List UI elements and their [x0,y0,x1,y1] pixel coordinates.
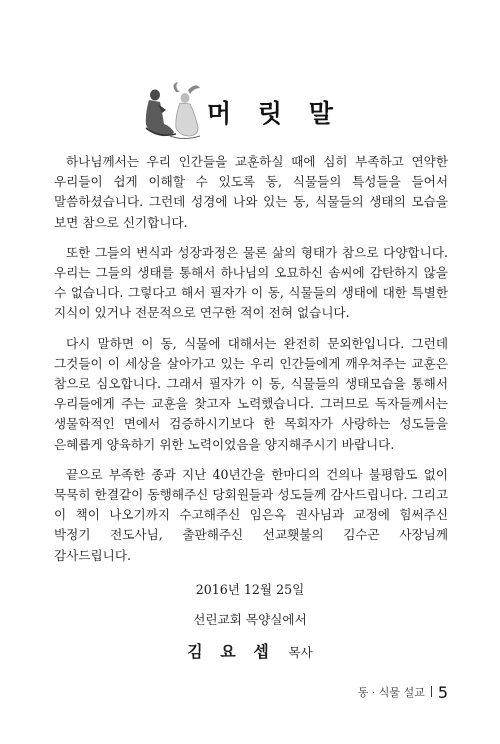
author-name: 김 요 셉 [187,642,275,661]
preface-body [54,152,448,576]
praying-figures-icon [140,80,204,142]
preface-heading [140,80,380,144]
paragraph: 하나님께서는 우리 인간들을 교훈하실 때에 심히 부족하고 연약한 우리들이 쉽게 이해할 수 있도록 동, 식물들의 특성들을 들어서 말씀하셨습니다. 그런데 성경에 나와 있는 동, 식물들의 생태의 모습을 보면 참으로 신기합니다. [54,154,448,230]
page-footer [358,683,448,702]
paragraph: 다시 말하면 이 동, 식물에 대해서는 완전히 문외한입니다. 그런데 그것들이 이 세상을 살아가고 있는 우리 인간들에게 깨우쳐주는 교훈은 참으로 심오합니다. 그래서 필자가 이 동, 식물들의 생태모습을 통해서 우리들에게 주는 교훈을 찾고자 노력했습니다. 그러므로 독자들께서는 생물학적인 면에서 검증하시기보다 한 목회자가 사랑하는 성도들을 은혜롭게 양육하기 위한 노력이었음을 양지해주시기 바랍니다. [54,335,448,452]
page-number: 5 [437,683,448,702]
signature-place: 선린교회 목양실에서 [193,612,307,627]
paragraph: 또한 그들의 번식과 성장과정은 물론 삶의 형태가 참으로 다양합니다. 우리는 그들의 생태를 통해서 하나님의 오묘하신 솜씨에 감탄하지 않을 수 없습니다. 그렇다고 해서 필자가 이 동, 식물들의 생태에 대한 특별한 지식이 있거나 전문적으로 연구한 적이 전혀 없습니다. [54,244,448,321]
signature-author [0,639,500,662]
running-title: 동 · 식물 설교 [357,686,425,699]
paragraph: 끝으로 부족한 종과 지난 40년간을 한마디의 건의나 불평함도 없이 묵묵히 한결같이 동행해주신 당회원들과 성도들께 감사드립니다. 그리고 이 책이 나오기까지 수고해주신 임은옥 권사님과 교정에 힘써주신 박정기 전도사님, 출판해주신 선교횃불의 김수곤 사장님께 감사드립니다. [54,466,448,563]
footer-divider [431,686,432,697]
page-title: 머 릿 말 [207,99,342,128]
signature-date: 2016년 12월 25일 [195,582,305,597]
author-rank: 목사 [288,645,313,660]
